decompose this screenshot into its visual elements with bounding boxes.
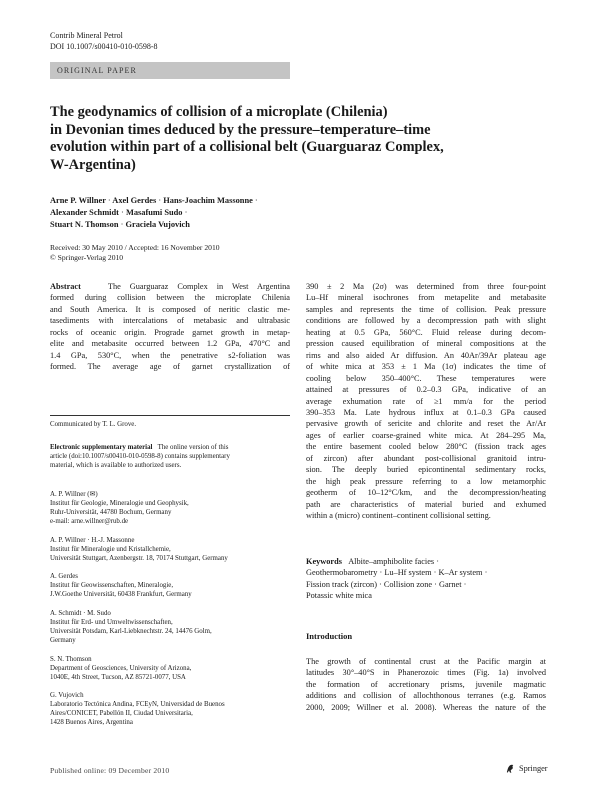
- title-line: evolution within part of a collisional belt (Guarguaraz Complex,: [50, 139, 444, 156]
- affiliation-line: Universität Potsdam, Karl-Liebknechtstr. 24, 14476 Golm,: [50, 628, 212, 636]
- abstract-line: rims and also aided Ar diffusion. An 40Ar/39Ar plateau age: [306, 350, 546, 360]
- affiliation-line: Universität Stuttgart, Azenbergstr. 18, 70174 Stuttgart, Germany: [50, 554, 228, 562]
- abstract-right-column: [306, 281, 546, 522]
- author-link[interactable]: Masafumi Sudo: [125, 208, 183, 218]
- affiliation-line: Institut für Erd- und Umweltwissenschaften,: [50, 619, 173, 627]
- affiliation-line: J.W.Goethe Universität, 60438 Frankfurt, Germany: [50, 591, 192, 599]
- communicated-by: Communicated by T. L. Grove.: [50, 421, 137, 428]
- intro-line: latitudes 30°–40°S in Phanerozoic times (Fig. 1a) involved: [306, 668, 546, 678]
- author-list: [50, 195, 350, 232]
- abstract-line: 390 ± 2 Ma (2σ) was determined from three four-point: [306, 282, 546, 291]
- author-link[interactable]: Stuart N. Thomson: [50, 220, 119, 230]
- article-dates: [50, 243, 220, 263]
- affiliation-line: Ruhr-Universität, 44780 Bochum, Germany: [50, 509, 172, 517]
- publisher-name: Springer: [519, 764, 548, 773]
- abstract-line: of zircon) after abundant post-collisional granitoid intru-: [306, 453, 546, 463]
- esm-label: Electronic supplementary material: [50, 444, 153, 451]
- author-link[interactable]: Alexander Schmidt: [50, 208, 119, 218]
- keyword-line: Albite–amphibolite facies ·: [348, 557, 439, 566]
- abstract-line: formed. The average age of garnet crystallization of: [50, 362, 290, 372]
- author-link[interactable]: Hans-Joachim Massonne: [163, 196, 253, 205]
- abstract-line: average exhumation rate of ≥1 mm/a for the period: [306, 396, 546, 406]
- abstract-line: of white mica at 353 ± 1 Ma (1σ) indicates the time of: [306, 362, 546, 372]
- journal-name: Contrib Mineral Petrol: [50, 31, 123, 40]
- author-link[interactable]: Axel Gerdes: [112, 196, 157, 205]
- affiliation-block: [50, 572, 290, 599]
- affiliation-block: [50, 536, 290, 563]
- abstract-left-column: [50, 281, 290, 373]
- abstract-line: tasediments with intercalations of metabasic and ultrabasic: [50, 316, 290, 326]
- author-link[interactable]: Graciela Vujovich: [125, 220, 190, 230]
- affiliation-line: Institut für Geologie, Mineralogie und Geophysik,: [50, 500, 189, 508]
- abstract-line: 390–353 Ma. Late hydrous influx at 0.1–0.3 GPa caused: [306, 407, 546, 417]
- affiliation-line: Germany: [50, 637, 76, 645]
- abstract-line: the high peak pressure referring to a low metamorphic: [306, 476, 546, 486]
- abstract-line: geotherm of 10–12°C/km, and the decompression/heating: [306, 488, 546, 498]
- affiliation-line: 1040E, 4th Street, Tucson, AZ 85721-0077, USA: [50, 673, 186, 681]
- springer-horse-icon: [505, 763, 516, 774]
- introduction-heading: Introduction: [306, 631, 353, 641]
- keyword-line: Geothermobarometry · Lu–Hf system · K–Ar system ·: [306, 568, 488, 578]
- intro-line: The growth of continental crust at the Pacific margin at: [306, 657, 546, 666]
- article-title: [50, 104, 555, 174]
- affiliation-author: A. P. Willner (✉): [50, 491, 98, 498]
- abstract-line: rocks of oceanic origin. Prograde garnet growth in metap-: [50, 327, 290, 337]
- author-separator: ·: [120, 220, 124, 230]
- affiliation-block: [50, 691, 290, 727]
- author-separator: ·: [184, 208, 188, 218]
- esm-line: material, which is available to authorized users.: [50, 462, 182, 469]
- affiliation-author: A. P. Willner · H.-J. Massonne: [50, 536, 135, 544]
- affiliation-line: Institut für Mineralogie und Kristallchemie,: [50, 545, 171, 553]
- abstract-line: pression caused equilibration of mineral compositions at the: [306, 339, 546, 349]
- received-accepted: Received: 30 May 2010 / Accepted: 16 November 2010: [50, 243, 220, 252]
- intro-line: 2000, 2009; Willner et al. 2008). Whereas the nature of the: [306, 702, 546, 712]
- email-link[interactable]: e-mail: arne.willner@rub.de: [50, 518, 129, 526]
- affiliation-block: [50, 655, 290, 682]
- keyword-line: Fission track (zircon) · Collision zone · Garnet ·: [306, 579, 467, 589]
- abstract-line: path are characteristics of material buried and exhumed: [306, 499, 546, 509]
- title-line: The geodynamics of collision of a microplate (Chilenia): [50, 104, 388, 120]
- title-line: in Devonian times deduced by the pressure–temperature–time: [50, 121, 431, 138]
- abstract-line: conditions are followed by a decompression path with slight: [306, 316, 546, 326]
- affiliation-author: A. Schmidt · M. Sudo: [50, 609, 111, 617]
- title-line: W-Argentina): [50, 156, 136, 173]
- keywords-block: [306, 556, 546, 602]
- abstract-line: attained at pressures of 0.2–0.3 GPa, indicative of an: [306, 385, 546, 395]
- affiliation-line: Aires/CONICET, Pabellón II, Ciudad Universitaria,: [50, 710, 193, 718]
- abstract-line: sion. The deeply buried epicontinental sedimentary rocks,: [306, 465, 546, 475]
- esm-doi-line[interactable]: article (doi:10.1007/s00410-010-0598-8) contains supplementary: [50, 453, 230, 460]
- introduction-text: [306, 656, 546, 713]
- publisher-logo: [505, 763, 548, 774]
- abstract-line: pervasive growth of sericite and chlorite and reset the Ar/Ar: [306, 419, 546, 429]
- author-separator: ·: [254, 196, 258, 205]
- abstract-line: within a (micro) continent–continent collisional setting.: [306, 511, 491, 521]
- author-separator: ·: [121, 208, 124, 218]
- affiliation-line: Department of Geosciences, University of Arizona,: [50, 664, 192, 672]
- affiliations: [50, 490, 290, 737]
- keyword-line: Potassic white mica: [306, 591, 372, 601]
- abstract-line: and South America. It is composed of neritic clastic me-: [50, 304, 290, 314]
- footnote-divider: [50, 415, 290, 416]
- abstract-line: Lu–Hf mineral isochrones from metapelite and metabasite: [306, 293, 546, 303]
- affiliation-block: [50, 490, 290, 526]
- author-separator: ·: [158, 196, 162, 205]
- abstract-line: Abstract The Guarguaraz Complex in West Argentina: [50, 282, 290, 291]
- affiliation-line: 1428 Buenos Aires, Argentina: [50, 719, 133, 727]
- affiliation-block: [50, 609, 290, 645]
- journal-doi: DOI 10.1007/s00410-010-0598-8: [50, 42, 158, 51]
- author-separator: ·: [107, 196, 111, 205]
- abstract-line: elite and metabasite occurred between 1.2 GPa, 470°C and: [50, 339, 290, 349]
- abstract-label: Abstract: [50, 282, 81, 291]
- affiliation-line: Institut für Geowissenschaften, Mineralogie,: [50, 582, 174, 590]
- esm-note: Electronic supplementary material The online version of this article (doi:10.1007/s00410-010-0598-8) contains supplementary material, which is available to authorized users.: [50, 443, 290, 470]
- affiliation-author: G. Vujovich: [50, 692, 84, 700]
- intro-line: the formation of accretionary prisms, juvenile magmatic: [306, 679, 546, 689]
- affiliation-author: S. N. Thomson: [50, 655, 92, 663]
- abstract-line: 1.4 GPa, 530°C, when the penetrative s2-foliation was: [50, 350, 290, 360]
- abstract-line: heating at 0.5 GPa, 560°C. Fluid release during decom-: [306, 327, 546, 337]
- section-banner: ORIGINAL PAPER: [50, 62, 290, 79]
- keywords-label: Keywords: [306, 557, 342, 566]
- abstract-line: the entire basement cooled below 280°C (fission track ages: [306, 442, 546, 452]
- affiliation-author: A. Gerdes: [50, 573, 78, 581]
- journal-header: [50, 30, 158, 52]
- abstract-line: samples and represents the time of collision. Peak pressure: [306, 304, 546, 314]
- abstract-line: cooling below 350–400°C. These temperatures were: [306, 373, 546, 383]
- copyright-line: © Springer-Verlag 2010: [50, 253, 124, 262]
- abstract-line: formed during collision between the microplate Chilenia: [50, 293, 290, 303]
- abstract-line: ages of earlier coarse-grained white mica. At 284–295 Ma,: [306, 430, 546, 440]
- published-online: Published online: 09 December 2010: [50, 766, 170, 775]
- author-link[interactable]: Arne P. Willner: [50, 196, 106, 205]
- intro-line: additions and collision of allochthonous terranes (e.g. Ramos: [306, 691, 546, 701]
- affiliation-line: Laboratorio Tectónica Andina, FCEyN, Universidad de Buenos: [50, 701, 225, 709]
